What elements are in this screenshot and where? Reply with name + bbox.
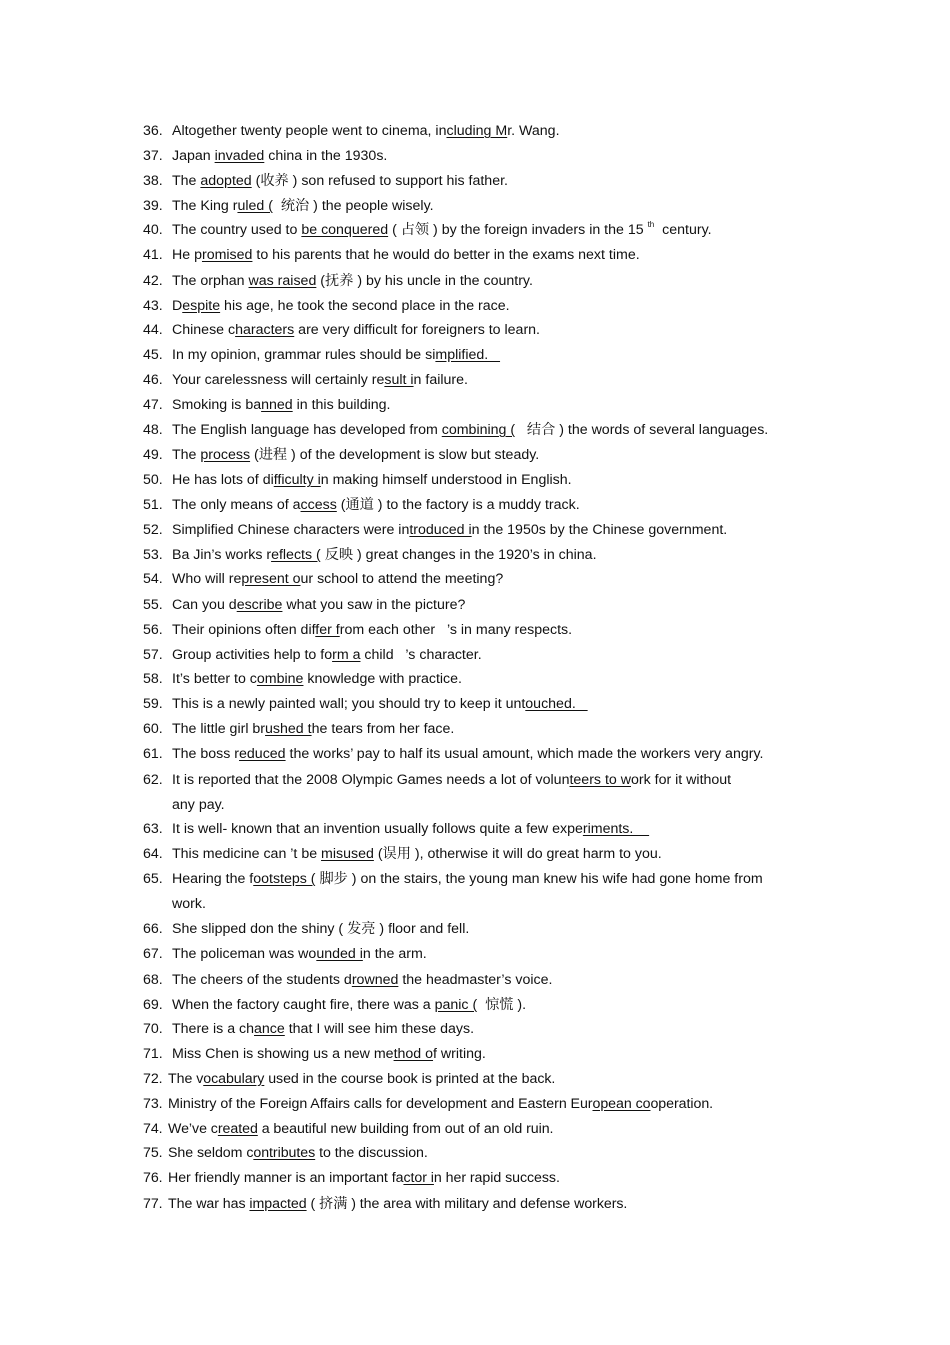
sentence-line bbox=[143, 446, 539, 464]
sentence-text: Altogether twenty people went to cinema, in bbox=[172, 123, 447, 139]
sentence-text: f writing. bbox=[433, 1046, 486, 1062]
sentence-line bbox=[143, 820, 649, 838]
sentence-line bbox=[143, 745, 763, 763]
sentence-number: 54. bbox=[143, 571, 163, 587]
underlined-answer: adopted bbox=[200, 173, 252, 189]
sentence-text: Group activities help to fo bbox=[172, 647, 333, 663]
sentence-text: knowledge with practice. bbox=[303, 671, 462, 687]
underlined-answer: escribe bbox=[236, 597, 283, 613]
sentence-line bbox=[143, 1195, 627, 1213]
sentence-line bbox=[143, 996, 526, 1014]
sentence-line bbox=[143, 1020, 474, 1038]
sentence-number: 68. bbox=[143, 972, 163, 988]
sentence-text: ( 挤满 ) the area with military and defense workers. bbox=[306, 1196, 628, 1212]
sentence-text: The little girl br bbox=[172, 721, 266, 737]
sentence-text: D bbox=[172, 298, 183, 314]
sentence-text: r. Wang. bbox=[507, 123, 560, 139]
sentence-text: china in the 1930s. bbox=[264, 148, 388, 164]
sentence-number: 69. bbox=[143, 997, 163, 1013]
underlined-answer: present o bbox=[241, 571, 301, 587]
sentence-text: The country used to bbox=[172, 222, 302, 238]
underlined-answer: misused bbox=[321, 846, 374, 862]
sentence-text: n the arm. bbox=[362, 946, 427, 962]
underlined-answer: rowned bbox=[351, 972, 399, 988]
sentence-text: This medicine can ’t be bbox=[172, 846, 322, 862]
sentence-line bbox=[143, 147, 387, 165]
underlined-answer: was raised bbox=[248, 273, 317, 289]
sentence-line bbox=[143, 570, 503, 588]
sentence-text: are very difficult for foreigners to learn. bbox=[294, 322, 541, 338]
sentence-number: 56. bbox=[143, 622, 163, 638]
sentence-number: 41. bbox=[143, 247, 163, 263]
sentence-line bbox=[143, 546, 597, 564]
underlined-answer: ootsteps ( bbox=[253, 871, 316, 887]
sentence-number: 66. bbox=[143, 921, 163, 937]
sentence-text: century. bbox=[654, 222, 712, 238]
sentence-text: (误用 ), otherwise it will do great harm to you. bbox=[373, 846, 662, 862]
sentence-text: The cheers of the students d bbox=[172, 972, 352, 988]
underlined-answer: be conquered bbox=[301, 222, 389, 238]
sentence-text: 统治 ) the people wisely. bbox=[272, 198, 434, 214]
sentence-text: He p bbox=[172, 247, 202, 263]
sentence-text: When the factory caught fire, there was a bbox=[172, 997, 435, 1013]
underlined-answer: ctor i bbox=[403, 1170, 434, 1186]
sentence-text: Smoking is ba bbox=[172, 397, 262, 413]
sentence-text: any pay. bbox=[172, 797, 225, 813]
sentence-line bbox=[143, 646, 482, 664]
sentence-line bbox=[143, 197, 434, 215]
sentence-line bbox=[143, 1070, 555, 1088]
sentence-line bbox=[143, 1144, 428, 1162]
sentence-number: 63. bbox=[143, 821, 163, 837]
sentence-text: 结合 ) the words of several languages. bbox=[515, 422, 769, 438]
sentence-text: the works’ pay to half its usual amount, which made the workers very angry. bbox=[285, 746, 764, 762]
underlined-answer: teers to w bbox=[569, 772, 631, 788]
sentence-number: 36. bbox=[143, 123, 163, 139]
sentence-number: 67. bbox=[143, 946, 163, 962]
sentence-text: Miss Chen is showing us a new me bbox=[172, 1046, 394, 1062]
sentence-number: 51. bbox=[143, 497, 163, 513]
sentence-line bbox=[143, 471, 572, 489]
underlined-answer: combining ( bbox=[441, 422, 516, 438]
sentence-line bbox=[143, 122, 560, 140]
sentence-line bbox=[143, 945, 427, 963]
sentence-line bbox=[143, 496, 580, 514]
underlined-answer: eflects ( bbox=[271, 547, 321, 563]
underlined-answer: educed bbox=[239, 746, 286, 762]
sentence-text: The King r bbox=[172, 198, 238, 214]
sentence-text: It is well- known that an invention usually follows quite a few expe bbox=[172, 821, 583, 837]
sentence-number: 64. bbox=[143, 846, 163, 862]
sentence-number: 73. bbox=[143, 1096, 163, 1112]
underlined-answer: nned bbox=[261, 397, 293, 413]
underlined-answer: thod o bbox=[393, 1046, 434, 1062]
sentence-text: n her rapid success. bbox=[433, 1170, 560, 1186]
sentence-text: Can you d bbox=[172, 597, 237, 613]
superscript-text: th bbox=[647, 220, 655, 229]
sentence-number: 38. bbox=[143, 173, 163, 189]
sentence-text: n the 1950s by the Chinese government. bbox=[471, 522, 728, 538]
sentence-text: ur school to attend the meeting? bbox=[300, 571, 504, 587]
sentence-number: 37. bbox=[143, 148, 163, 164]
underlined-answer: romised bbox=[201, 247, 253, 263]
sentence-text: This is a newly painted wall; you should try to keep it unt bbox=[172, 696, 526, 712]
underlined-answer: ouched. bbox=[525, 696, 588, 712]
underlined-answer: sult i bbox=[384, 372, 414, 388]
sentence-number: 39. bbox=[143, 198, 163, 214]
underlined-answer: ombine bbox=[256, 671, 304, 687]
underlined-answer: troduced i bbox=[409, 522, 472, 538]
sentence-line bbox=[143, 246, 640, 264]
sentence-line bbox=[143, 172, 508, 190]
sentence-text: It is reported that the 2008 Olympic Games needs a lot of volun bbox=[172, 772, 570, 788]
sentence-line bbox=[143, 346, 500, 364]
sentence-text: The bbox=[172, 173, 201, 189]
sentence-line bbox=[143, 771, 731, 789]
sentence-number: 58. bbox=[143, 671, 163, 687]
sentence-text: he tears from her face. bbox=[311, 721, 455, 737]
underlined-answer: ance bbox=[254, 1021, 285, 1037]
sentence-number: 70. bbox=[143, 1021, 163, 1037]
sentence-text: Simplified Chinese characters were in bbox=[172, 522, 410, 538]
sentence-line bbox=[143, 421, 768, 439]
sentence-text: n making himself understood in English. bbox=[320, 472, 572, 488]
sentence-line bbox=[143, 845, 662, 863]
sentence-number: 40. bbox=[143, 222, 163, 238]
sentence-number: 48. bbox=[143, 422, 163, 438]
sentence-line bbox=[143, 695, 588, 713]
underlined-answer: riments. bbox=[582, 821, 650, 837]
sentence-text: The war has bbox=[168, 1196, 250, 1212]
sentence-text: work. bbox=[172, 896, 206, 912]
sentence-number: 65. bbox=[143, 871, 163, 887]
sentence-line bbox=[143, 297, 510, 315]
underlined-answer: ontributes bbox=[253, 1145, 316, 1161]
sentence-text: his age, he took the second place in the race. bbox=[220, 298, 510, 314]
underlined-answer: impacted bbox=[249, 1196, 307, 1212]
sentence-number: 43. bbox=[143, 298, 163, 314]
sentence-text: There is a ch bbox=[172, 1021, 255, 1037]
sentence-text: 脚步 ) on the stairs, the young man knew his wife had gone home from bbox=[315, 871, 763, 887]
sentence-text: operation. bbox=[650, 1096, 714, 1112]
sentence-line bbox=[143, 1169, 560, 1187]
sentence-text: She slipped don the shiny ( 发亮 ) floor and fell. bbox=[172, 921, 470, 937]
sentence-line bbox=[143, 1045, 486, 1063]
sentence-text: Their opinions often dif bbox=[172, 622, 316, 638]
sentence-text: used in the course book is printed at the back. bbox=[264, 1071, 556, 1087]
sentence-number: 47. bbox=[143, 397, 163, 413]
sentence-text: the headmaster’s voice. bbox=[398, 972, 553, 988]
underlined-answer: fer f bbox=[315, 622, 340, 638]
underlined-answer: panic ( bbox=[434, 997, 478, 1013]
sentence-text: rom each other ’s in many respects. bbox=[339, 622, 573, 638]
sentence-text: (抚养 ) by his uncle in the country. bbox=[316, 273, 533, 289]
sentence-number: 53. bbox=[143, 547, 163, 563]
sentence-number: 60. bbox=[143, 721, 163, 737]
sentence-number: 49. bbox=[143, 447, 163, 463]
sentence-line bbox=[143, 670, 462, 688]
sentence-text: child ’s character. bbox=[360, 647, 482, 663]
underlined-answer: espite bbox=[182, 298, 221, 314]
sentence-text: The v bbox=[168, 1071, 204, 1087]
underlined-answer: invaded bbox=[214, 148, 265, 164]
sentence-number: 72. bbox=[143, 1071, 163, 1087]
sentence-line bbox=[143, 321, 540, 339]
sentence-line bbox=[143, 221, 712, 239]
sentence-number: 52. bbox=[143, 522, 163, 538]
sentence-line bbox=[143, 371, 468, 389]
sentence-text: The policeman was wo bbox=[172, 946, 317, 962]
underlined-answer: haracters bbox=[235, 322, 295, 338]
underlined-answer: fficulty i bbox=[273, 472, 321, 488]
sentence-line bbox=[143, 396, 390, 414]
sentence-text: Hearing the f bbox=[172, 871, 254, 887]
sentence-line bbox=[143, 1095, 713, 1113]
underlined-answer: ocabulary bbox=[203, 1071, 265, 1087]
sentence-number: 77. bbox=[143, 1196, 163, 1212]
sentence-text: Ba Jin’s works r bbox=[172, 547, 272, 563]
sentence-text: Japan bbox=[172, 148, 215, 164]
sentence-text: It’s better to c bbox=[172, 671, 257, 687]
underlined-answer: opean co bbox=[592, 1096, 651, 1112]
sentence-text: to his parents that he would do better in the exams next time. bbox=[252, 247, 640, 263]
sentence-text: n failure. bbox=[413, 372, 468, 388]
sentence-line bbox=[143, 796, 225, 814]
sentence-number: 75. bbox=[143, 1145, 163, 1161]
underlined-answer: reated bbox=[217, 1121, 258, 1137]
sentence-line bbox=[143, 895, 206, 913]
sentence-line bbox=[143, 621, 572, 639]
sentence-line bbox=[143, 521, 727, 539]
sentence-number: 74. bbox=[143, 1121, 163, 1137]
sentence-text: (通道 ) to the factory is a muddy track. bbox=[336, 497, 580, 513]
sentence-text: We’ve c bbox=[168, 1121, 218, 1137]
sentence-number: 62. bbox=[143, 772, 163, 788]
sentence-number: 42. bbox=[143, 273, 163, 289]
sentence-number: 61. bbox=[143, 746, 163, 762]
sentence-text: in this building. bbox=[292, 397, 391, 413]
sentence-text: The orphan bbox=[172, 273, 249, 289]
sentence-text: 惊慌 ). bbox=[477, 997, 527, 1013]
sentence-text: Ministry of the Foreign Affairs calls for development and Eastern Eur bbox=[168, 1096, 593, 1112]
sentence-text: She seldom c bbox=[168, 1145, 254, 1161]
sentence-number: 50. bbox=[143, 472, 163, 488]
sentence-text: The bbox=[172, 447, 201, 463]
sentence-number: 59. bbox=[143, 696, 163, 712]
sentence-line bbox=[143, 971, 552, 989]
sentence-text: (进程 ) of the development is slow but steady. bbox=[250, 447, 540, 463]
sentence-text: He has lots of di bbox=[172, 472, 274, 488]
sentence-number: 76. bbox=[143, 1170, 163, 1186]
underlined-answer: mplified. bbox=[435, 347, 501, 363]
sentence-text: The boss r bbox=[172, 746, 240, 762]
sentence-line bbox=[143, 870, 763, 888]
sentence-line bbox=[143, 720, 454, 738]
sentence-text: (收养 ) son refused to support his father. bbox=[251, 173, 508, 189]
sentence-text: The only means of a bbox=[172, 497, 301, 513]
sentence-line bbox=[143, 1120, 553, 1138]
sentence-text: Her friendly manner is an important fa bbox=[168, 1170, 404, 1186]
sentence-line bbox=[143, 596, 465, 614]
sentence-text: a beautiful new building from out of an old ruin. bbox=[257, 1121, 554, 1137]
sentence-text: Your carelessness will certainly re bbox=[172, 372, 385, 388]
sentence-line bbox=[143, 272, 533, 290]
sentence-text: Who will re bbox=[172, 571, 242, 587]
sentence-number: 44. bbox=[143, 322, 163, 338]
sentence-text: 反映 ) great changes in the 1920’s in china. bbox=[320, 547, 597, 563]
sentence-text: what you saw in the picture? bbox=[282, 597, 466, 613]
sentence-number: 46. bbox=[143, 372, 163, 388]
sentence-number: 71. bbox=[143, 1046, 163, 1062]
sentence-line bbox=[143, 920, 469, 938]
sentence-text: Chinese c bbox=[172, 322, 236, 338]
sentence-number: 55. bbox=[143, 597, 163, 613]
sentence-text: In my opinion, grammar rules should be si bbox=[172, 347, 436, 363]
sentence-text: ork for it without bbox=[630, 772, 732, 788]
sentence-number: 45. bbox=[143, 347, 163, 363]
underlined-answer: rm a bbox=[332, 647, 361, 663]
underlined-answer: ushed t bbox=[265, 721, 312, 737]
underlined-answer: ccess bbox=[300, 497, 337, 513]
sentence-text: to the discussion. bbox=[315, 1145, 428, 1161]
sentence-number: 57. bbox=[143, 647, 163, 663]
sentence-text: that I will see him these days. bbox=[284, 1021, 475, 1037]
sentence-text: ( 占领 ) by the foreign invaders in the 15 bbox=[388, 222, 648, 238]
underlined-answer: uled ( bbox=[237, 198, 273, 214]
sentence-text: The English language has developed from bbox=[172, 422, 442, 438]
underlined-answer: cluding M bbox=[446, 123, 508, 139]
underlined-answer: process bbox=[200, 447, 251, 463]
underlined-answer: unded i bbox=[316, 946, 363, 962]
